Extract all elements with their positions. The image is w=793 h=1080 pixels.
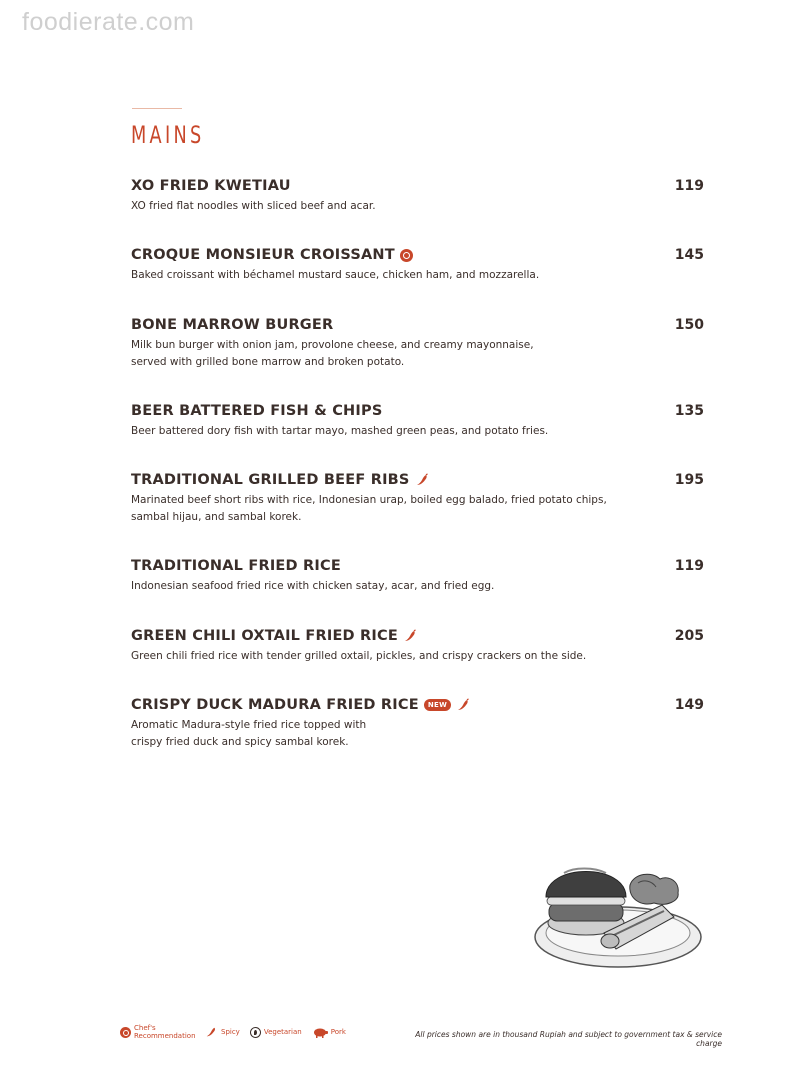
item-name: CRISPY DUCK MADURA FRIED RICE NEW — [131, 695, 706, 715]
burger-illustration — [534, 845, 706, 970]
item-description: XO fried flat noodles with sliced beef and acar. — [131, 200, 376, 212]
menu-item — [131, 401, 706, 440]
menu-item — [131, 626, 706, 665]
legend-label: Pork — [330, 1028, 346, 1036]
item-price: 195 — [674, 472, 704, 488]
legend — [120, 1024, 356, 1040]
item-price: 150 — [674, 317, 704, 333]
menu-item — [131, 556, 706, 595]
item-description: Aromatic Madura-style fried rice topped with crispy fried duck and spicy sambal korek. — [131, 719, 367, 748]
item-description: Green chili fried rice with tender grilled oxtail, pickles, and crispy crackers on the side. — [131, 650, 587, 662]
chef-recommendation-icon — [120, 1027, 131, 1038]
watermark: foodierate.com — [22, 8, 195, 36]
legend-label: Vegetarian — [263, 1028, 302, 1036]
item-price: 119 — [674, 178, 704, 194]
item-name: TRADITIONAL GRILLED BEEF RIBS — [131, 470, 706, 490]
legend-chef — [120, 1024, 194, 1040]
item-price: 149 — [674, 697, 704, 713]
item-name: BONE MARROW BURGER — [131, 317, 334, 333]
section-divider — [132, 108, 182, 109]
chili-icon — [456, 698, 470, 712]
legend-vegetarian — [250, 1027, 302, 1038]
item-name: GREEN CHILI OXTAIL FRIED RICE — [131, 626, 706, 646]
menu-item — [131, 315, 706, 371]
item-price: 119 — [674, 558, 704, 574]
chef-recommendation-icon — [400, 249, 413, 262]
item-price: 205 — [674, 628, 704, 644]
item-name: CROQUE MONSIEUR CROISSANT — [131, 245, 706, 265]
legend-label: Spicy — [221, 1028, 240, 1036]
price-disclaimer: All prices shown are in thousand Rupiah and subject to government tax & service charge — [415, 1030, 722, 1048]
menu-item — [131, 245, 706, 284]
chili-icon — [403, 629, 417, 643]
item-description: Marinated beef short ribs with rice, Indonesian urap, boiled egg balado, fried potato chips, sambal hijau, and sambal korek. — [131, 494, 607, 523]
item-description: Indonesian seafood fried rice with chicken satay, acar, and fried egg. — [131, 580, 495, 592]
item-price: 135 — [674, 403, 704, 419]
item-name: BEER BATTERED FISH & CHIPS — [131, 403, 383, 419]
vegetarian-icon — [250, 1027, 261, 1038]
legend-label: Chef's Recommendation — [134, 1024, 196, 1040]
item-price: 145 — [674, 247, 704, 263]
chili-icon — [204, 1026, 218, 1038]
new-badge: NEW — [424, 699, 451, 711]
menu-item — [131, 176, 706, 215]
pork-icon — [312, 1027, 328, 1038]
item-description: Baked croissant with béchamel mustard sauce, chicken ham, and mozzarella. — [131, 269, 540, 281]
chili-icon — [415, 473, 429, 487]
item-name: TRADITIONAL FRIED RICE — [131, 558, 341, 574]
item-description: Milk bun burger with onion jam, provolone cheese, and creamy mayonnaise, served with grilled bone marrow and broken potato. — [131, 339, 534, 368]
item-name: XO FRIED KWETIAU — [131, 178, 291, 194]
menu-item — [131, 470, 706, 526]
legend-pork — [312, 1027, 346, 1038]
menu-item — [131, 695, 706, 751]
legend-spicy — [204, 1026, 240, 1038]
section-title: MAINS — [131, 121, 205, 149]
item-description: Beer battered dory fish with tartar mayo, mashed green peas, and potato fries. — [131, 425, 549, 437]
